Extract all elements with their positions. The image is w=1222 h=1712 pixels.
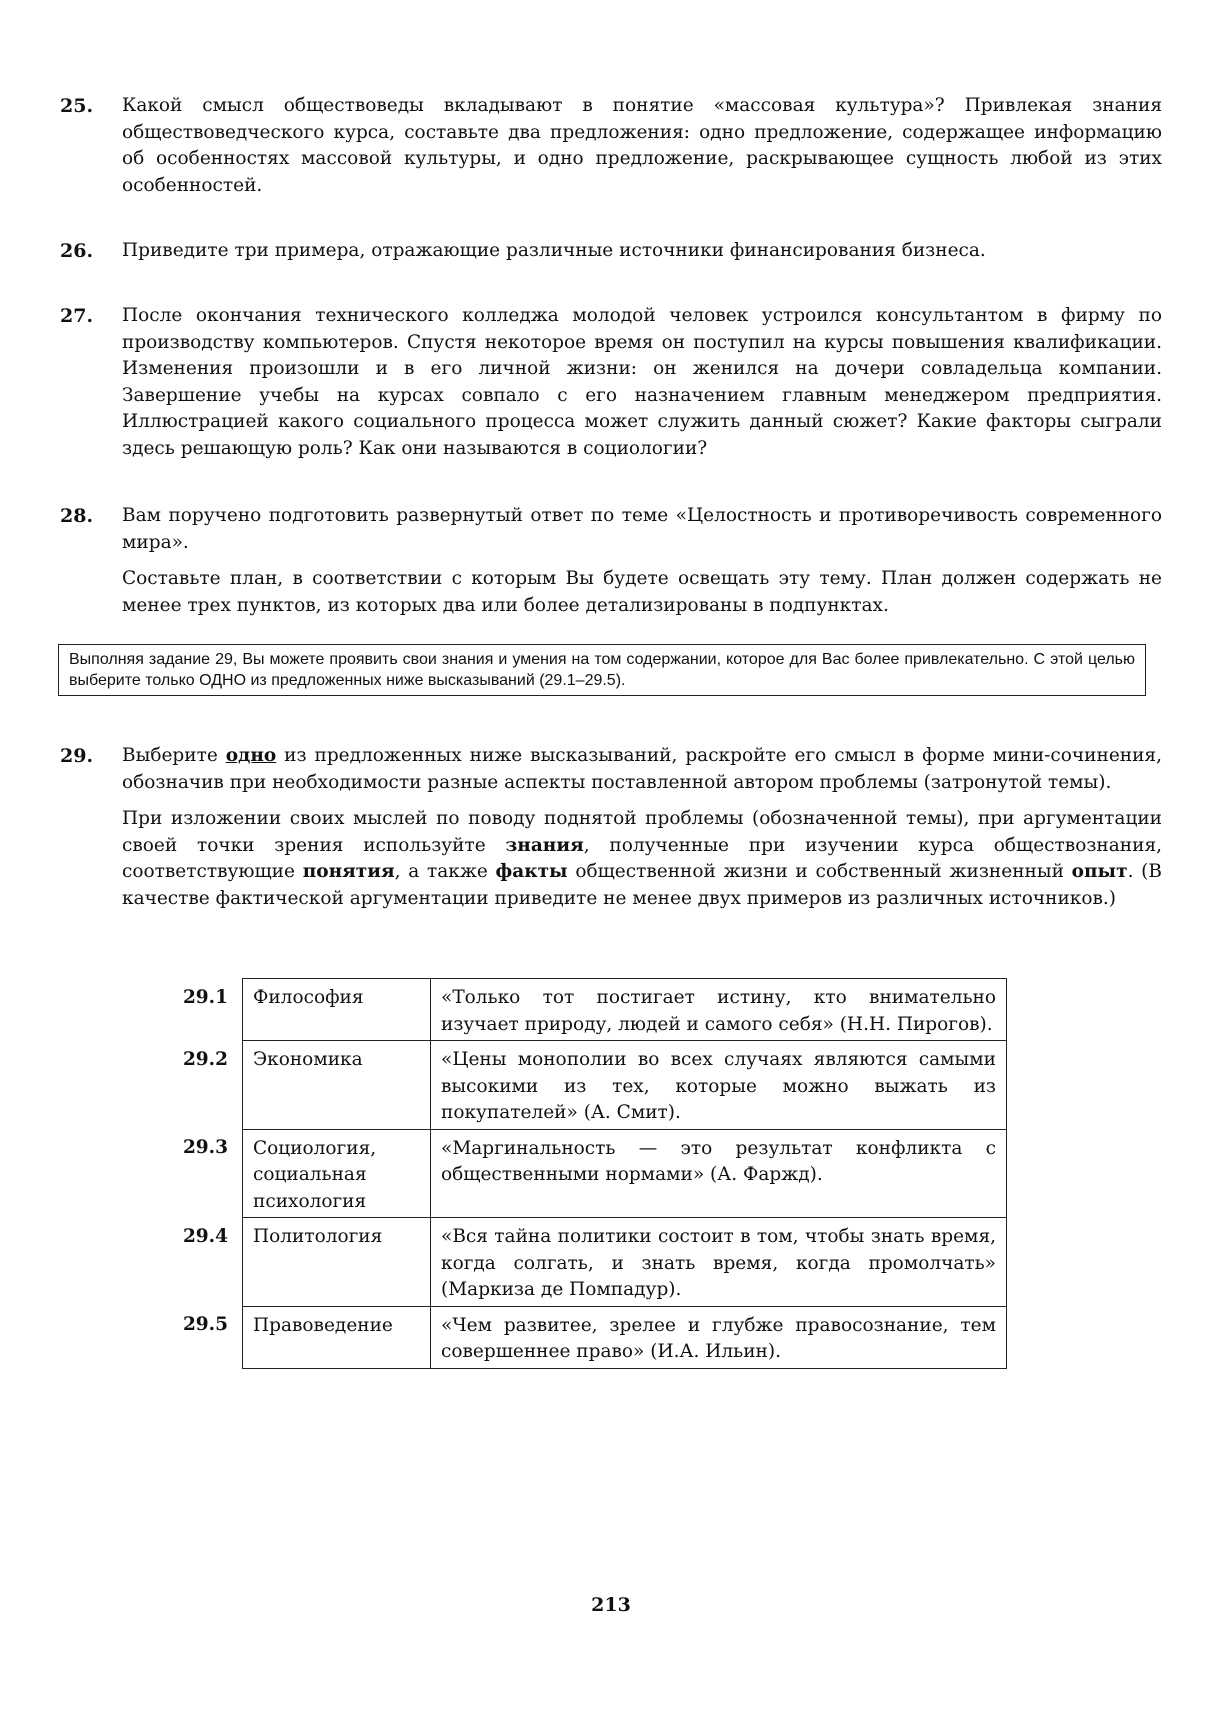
table-row <box>180 1306 1007 1368</box>
task-number: 26. <box>60 240 94 262</box>
quote-text: «Только тот постигает истину, кто внимательно изучает природу, людей и самого себя» (Н.Н. Пирогов). <box>431 979 1007 1041</box>
quote-number: 29.4 <box>182 1225 228 1247</box>
task-25 <box>60 93 1162 209</box>
task-number: 27. <box>60 305 94 327</box>
quote-number: 29.1 <box>182 986 228 1008</box>
quote-subject: Социология, социальная психология <box>243 1129 431 1218</box>
quote-text: «Чем развитее, зрелее и глубже правосознание, тем совершеннее право» (И.А. Ильин). <box>431 1306 1007 1368</box>
quotes-table <box>180 978 1007 1369</box>
quote-subject: Философия <box>243 979 431 1041</box>
quote-subject: Политология <box>243 1218 431 1307</box>
emphasis-concepts: понятия <box>302 861 395 882</box>
emphasis-experience: опыт <box>1071 861 1128 882</box>
emphasis-one: одно <box>225 745 277 766</box>
quote-number: 29.2 <box>182 1048 228 1070</box>
page-number: 213 <box>591 1594 631 1616</box>
task-28 <box>60 503 1162 629</box>
task-number: 25. <box>60 95 94 117</box>
quote-text: «Вся тайна политики состоит в том, чтобы знать время, когда солгать, и знать время, когда промолчать» (Маркиза де Помпадур). <box>431 1218 1007 1307</box>
emphasis-facts: факты <box>495 861 568 882</box>
task-text: Приведите три примера, отражающие различные источники финансирования бизнеса. <box>122 240 986 261</box>
task-text: После окончания технического колледжа молодой человек устроился консультантом в фирму по производству компьютеров. Спустя некоторое время он поступил на курсы повышения квалификации. Изменения произошли и в его личной жизни: он женился на дочери совладельца компании. Завершение учебы на курсах совпало с его назначением главным менеджером предприятия. Иллюстрацией какого социального процесса может служить данный сюжет? Какие факторы сыграли здесь решающую роль? Как они называются в социологии? <box>122 305 1162 459</box>
task-26 <box>60 238 1162 275</box>
quote-subject: Правоведение <box>243 1306 431 1368</box>
task-text: Выберите одно из предложенных ниже высказываний, раскройте его смысл в форме мини-сочинения, обозначив при необходимости разные аспекты поставленной автором проблемы (затронутой темы). <box>122 745 1162 793</box>
table-row <box>180 1129 1007 1218</box>
table-row <box>180 1041 1007 1130</box>
table-row <box>180 1218 1007 1307</box>
quote-text: «Цены монополии во всех случаях являются самыми высокими из тех, которые можно выжать из покупателей» (А. Смит). <box>431 1041 1007 1130</box>
task-text: Вам поручено подготовить развернутый ответ по теме «Целостность и противоречивость современного мира». <box>122 505 1162 553</box>
task-number: 29. <box>60 745 94 767</box>
quote-subject: Экономика <box>243 1041 431 1130</box>
quote-number: 29.5 <box>182 1314 228 1335</box>
task-27 <box>60 303 1162 472</box>
quote-text: «Маргинальность — это результат конфликта с общественными нормами» (А. Фаржд). <box>431 1129 1007 1218</box>
info-note-box: Выполняя задание 29, Вы можете проявить свои знания и умения на том содержании, которое для Вас более привлекательно. С этой целью выберите только ОДНО из предложенных ниже высказываний (29.1–29.5). <box>58 644 1146 696</box>
table-row <box>180 979 1007 1041</box>
task-29 <box>60 743 1162 922</box>
task-text: При изложении своих мыслей по поводу поднятой проблемы (обозначенной темы), при аргументации своей точки зрения используйте знания, полученные при изучении курса обществознания, соответствующие понятия, а также факты общественной жизни и собственный жизненный опыт. (В качестве фактической аргументации приведите не менее двух примеров из различных источников.) <box>122 808 1162 909</box>
quote-number: 29.3 <box>182 1137 228 1158</box>
task-text: Составьте план, в соответствии с которым Вы будете освещать эту тему. План должен содержать не менее трех пунктов, из которых два или более детализированы в подпунктах. <box>122 568 1162 616</box>
task-number: 28. <box>60 505 94 527</box>
emphasis-knowledge: знания <box>505 834 584 856</box>
task-text: Какой смысл обществоведы вкладывают в понятие «массовая культура»? Привлекая знания обществоведческого курса, составьте два предложения: одно предложение, содержащее информацию об особенностях массовой культуры, и одно предложение, раскрывающее сущность любой из этих особенностей. <box>122 95 1162 196</box>
